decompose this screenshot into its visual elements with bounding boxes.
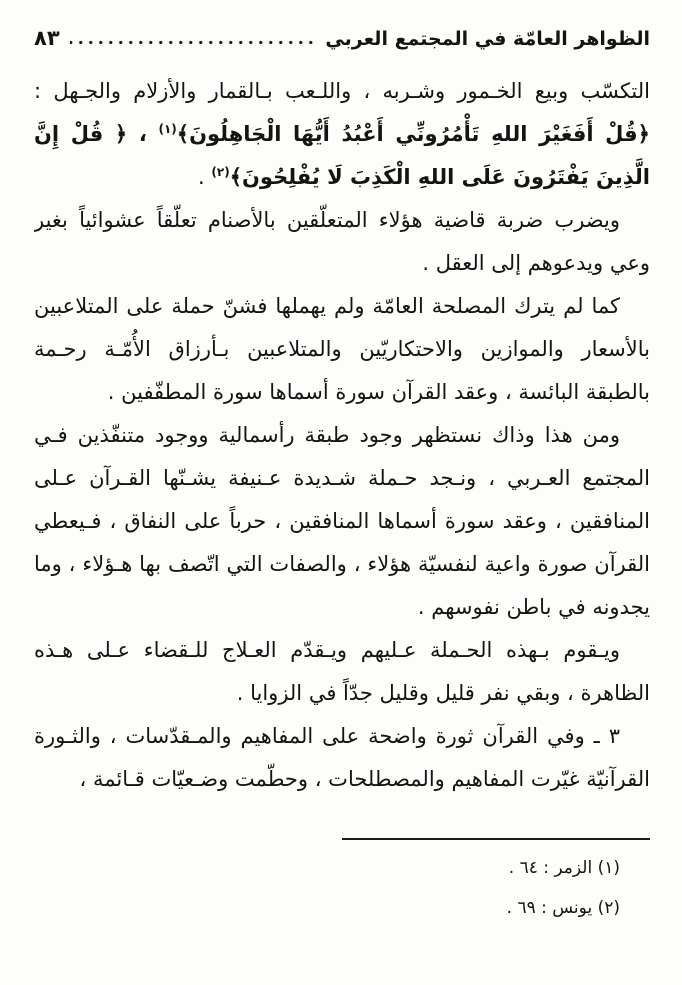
paragraph	[34, 285, 650, 414]
body-segment: .	[198, 165, 212, 189]
paragraph	[34, 414, 650, 629]
paragraph	[34, 715, 650, 801]
body-segment: كما لم يترك المصلحة العامّة ولم يهملها فشنّ حملة على المتلاعبين بالأسعار والموازين والاحتكاريّين والمتلاعبين بـأرزاق الأُمّـة رحـمة بالطبقة البائسة ، وعقد القرآن سورة أسماها سورة المطفّفين .	[34, 294, 650, 404]
dotted-leader	[70, 40, 316, 45]
body-segment: التكسّب وبيع الخـمور وشـربه ، واللـعب بـالقمار والأزلام والجـهل :	[34, 79, 650, 103]
footnote-ref: (١)	[158, 122, 177, 136]
footnote-separator	[342, 838, 650, 840]
footnotes	[34, 838, 650, 928]
body-text	[34, 70, 650, 828]
body-segment: ٣ ـ وفي القرآن ثورة واضحة على المفاهيم والمـقدّسات ، والثـورة القرآنيّة غيّرت المفاهيم والمصطلحات ، وحطّمت وضـعيّات قـائمة ،	[34, 724, 650, 791]
quran-verse: ﴿قُلْ أَفَغَيْرَ اللهِ تَأْمُرُونِّي أَعْبُدُ أَيُّهَا الْجَاهِلُونَ﴾	[176, 122, 650, 146]
footnote: (١) الزمر : ٦٤ .	[508, 858, 620, 878]
footnotes-list	[34, 848, 650, 928]
running-title: الظواهر العامّة في المجتمع العربي	[325, 28, 650, 50]
footnote: (٢) يونس : ٦٩ .	[506, 898, 620, 918]
paragraph	[34, 199, 650, 285]
paragraph	[34, 70, 650, 199]
quran-verse: ، ﴿ قُلْ إِنَّ الَّذِينَ يَفْتَرُونَ عَلَى اللهِ الْكَذِبَ لَا يُفْلِحُونَ﴾	[34, 122, 650, 189]
body-segment: ويـقوم بـهذه الحـملة عـليهم ويـقدّم العـلاج للـقضاء عـلى هـذه الظاهرة ، وبقي نفر قليل وقليل جدّاً في الزوايا .	[34, 638, 650, 705]
paragraph	[34, 629, 650, 715]
footnote-ref: (٢)	[211, 165, 230, 179]
page-number: ٨٣	[34, 26, 60, 50]
body-segment: ومن هذا وذاك نستظهر وجود طبقة رأسمالية ووجود متنفّذين فـي المجتمع العـربي ، ونـجد حـملة شـديدة عـنيفة يشـنّها القـرآن عـلى المنافقين ، وعقد سورة أسماها المنافقين ، حرباً على النفاق ، فـيعطي القرآن صورة واعية لنفسيّة هؤلاء ، والصفات التي اتّصف بها هـؤلاء ، وما يجدونه في باطن نفوسهم .	[34, 423, 650, 619]
body-segment: ويضرب ضربة قاضية هؤلاء المتعلّقين بالأصنام تعلّقاً عشوائياً بغير وعي ويدعوهم إلى العقل .	[34, 208, 650, 275]
page-header	[34, 26, 650, 50]
